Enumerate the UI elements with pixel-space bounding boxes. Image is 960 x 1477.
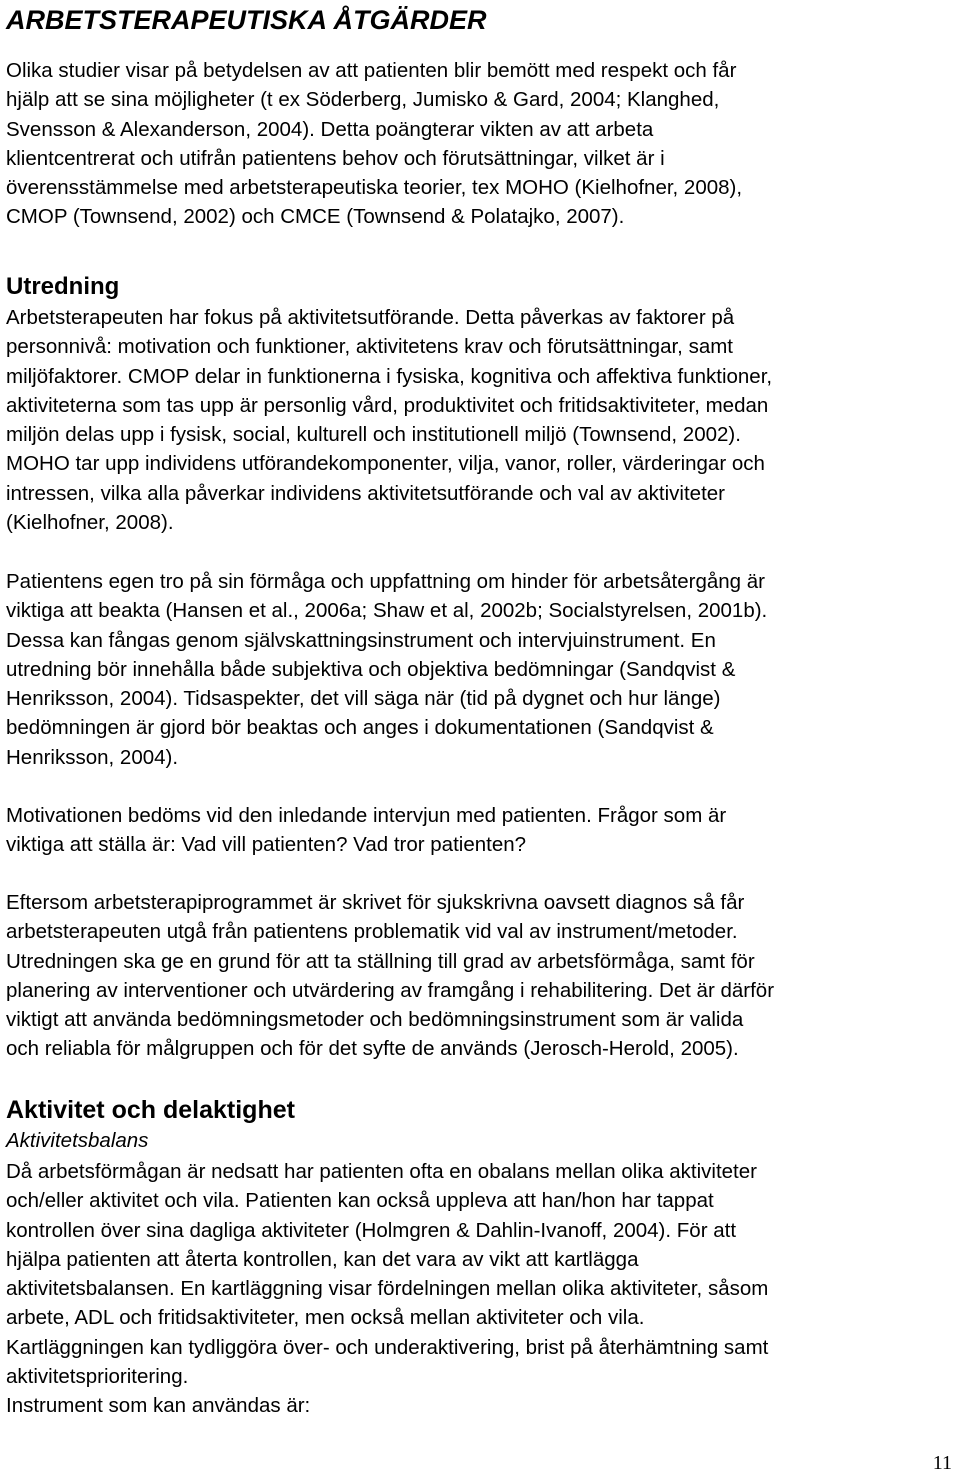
text-line: Henriksson, 2004). Tidsaspekter, det vill säga när (tid på dygnet och hur länge) xyxy=(6,687,721,711)
text-line: planering av interventioner och utvärdering av framgång i rehabilitering. Det är därför xyxy=(6,978,775,1002)
text-line: arbetsterapeuten utgå från patientens problematik vid val av instrument/metoder. xyxy=(6,920,738,944)
text-line: (Kielhofner, 2008). xyxy=(6,511,174,535)
text-line: överensstämmelse med arbetsterapeutiska teorier, tex MOHO (Kielhofner, 2008), xyxy=(6,176,743,200)
intro-paragraph xyxy=(6,56,954,232)
text-line: Olika studier visar på betydelsen av att patienten blir bemött med respekt och får xyxy=(6,59,737,82)
text-line: Patientens egen tro på sin förmåga och uppfattning om hinder för arbetsåtergång är xyxy=(6,570,765,593)
section-heading-aktivitet: Aktivitet och delaktighet xyxy=(6,1096,295,1124)
text-line: aktivitetsprioritering. xyxy=(6,1365,189,1389)
text-line: kontrollen över sina dagliga aktiviteter (Holmgren & Dahlin-Ivanoff, 2004). För att xyxy=(6,1218,737,1242)
text-line: och/eller aktivitet och vila. Patienten kan också uppleva att han/hon har tappat xyxy=(6,1189,714,1213)
utredning-paragraph-2 xyxy=(6,567,954,772)
text-line: Dessa kan fångas genom självskattningsinstrument och intervjuinstrument. En xyxy=(6,628,716,652)
page-title: ARBETSTERAPEUTISKA ÅTGÄRDER xyxy=(6,5,487,35)
text-line: hjälpa patienten att återta kontrollen, kan det vara av vikt att kartlägga xyxy=(6,1247,639,1271)
text-line: personnivå: motivation och funktioner, aktivitetens krav och förutsättningar, samt xyxy=(6,335,733,359)
text-line: utredning bör innehålla både subjektiva och objektiva bedömningar (Sandqvist & xyxy=(6,657,736,681)
text-line: Svensson & Alexanderson, 2004). Detta poängterar vikten av att arbeta xyxy=(6,117,654,141)
text-line: Då arbetsförmågan är nedsatt har patienten ofta en obalans mellan olika aktiviteter xyxy=(6,1160,757,1183)
aktivitet-paragraph xyxy=(6,1157,954,1421)
text-line: och reliabla för målgruppen och för det syfte de används (Jerosch-Herold, 2005). xyxy=(6,1037,739,1061)
text-line: CMOP (Townsend, 2002) och CMCE (Townsend & Polatajko, 2007). xyxy=(6,205,625,229)
text-line: miljön delas upp i fysisk, social, kulturell och institutionell miljö (Townsend, 2002). xyxy=(6,423,741,447)
text-line: aktivitetsbalansen. En kartläggning visar fördelningen mellan olika aktiviteter, såsom xyxy=(6,1277,769,1301)
utredning-paragraph-1 xyxy=(6,303,954,537)
section-heading-utredning: Utredning xyxy=(6,273,120,300)
text-line: Arbetsterapeuten har fokus på aktivitetsutförande. Detta påverkas av faktorer på xyxy=(6,306,735,329)
text-line: viktiga att ställa är: Vad vill patienten? Vad tror patienten? xyxy=(6,833,527,857)
text-line: miljöfaktorer. CMOP delar in funktionerna i fysiska, kognitiva och affektiva funktioner, xyxy=(6,364,773,388)
utredning-paragraph-4 xyxy=(6,888,954,1064)
text-line: intressen, vilka alla påverkar individens aktivitetsutförande och val av aktiviteter xyxy=(6,481,725,505)
text-line: bedömningen är gjord bör beaktas och anges i dokumentationen (Sandqvist & xyxy=(6,716,714,740)
text-line: Henriksson, 2004). xyxy=(6,745,179,769)
text-line: Eftersom arbetsterapiprogrammet är skrivet för sjukskrivna oavsett diagnos så får xyxy=(6,891,745,914)
page-number: 11 xyxy=(932,1452,952,1474)
text-line: aktiviteterna som tas upp är personlig vård, produktivitet och fritidsaktiviteter, medan xyxy=(6,393,769,417)
text-line: viktigt att använda bedömningsmetoder och bedömningsinstrument som är valida xyxy=(6,1008,744,1032)
text-line: viktiga att beakta (Hansen et al., 2006a; Shaw et al, 2002b; Socialstyrelsen, 2001b). xyxy=(6,599,768,623)
text-line: hjälp att se sina möjligheter (t ex Söderberg, Jumisko & Gard, 2004; Klanghed, xyxy=(6,88,720,112)
text-line: Instrument som kan användas är: xyxy=(6,1394,311,1418)
text-line: Utredningen ska ge en grund för att ta ställning till grad av arbetsförmåga, samt för xyxy=(6,949,755,973)
utredning-paragraph-3 xyxy=(6,801,954,860)
text-line: klientcentrerat och utifrån patientens behov och förutsättningar, vilket är i xyxy=(6,146,665,170)
text-line: Kartläggningen kan tydliggöra över- och underaktivering, brist på återhämtning samt xyxy=(6,1335,769,1359)
subheading-aktivitetsbalans: Aktivitetsbalans xyxy=(6,1129,149,1152)
text-line: arbete, ADL och fritidsaktiviteter, men också mellan aktiviteter och vila. xyxy=(6,1306,645,1330)
text-line: Motivationen bedöms vid den inledande intervjun med patienten. Frågor som är xyxy=(6,804,727,827)
text-line: MOHO tar upp individens utförandekomponenter, vilja, vanor, roller, värderingar och xyxy=(6,452,765,476)
